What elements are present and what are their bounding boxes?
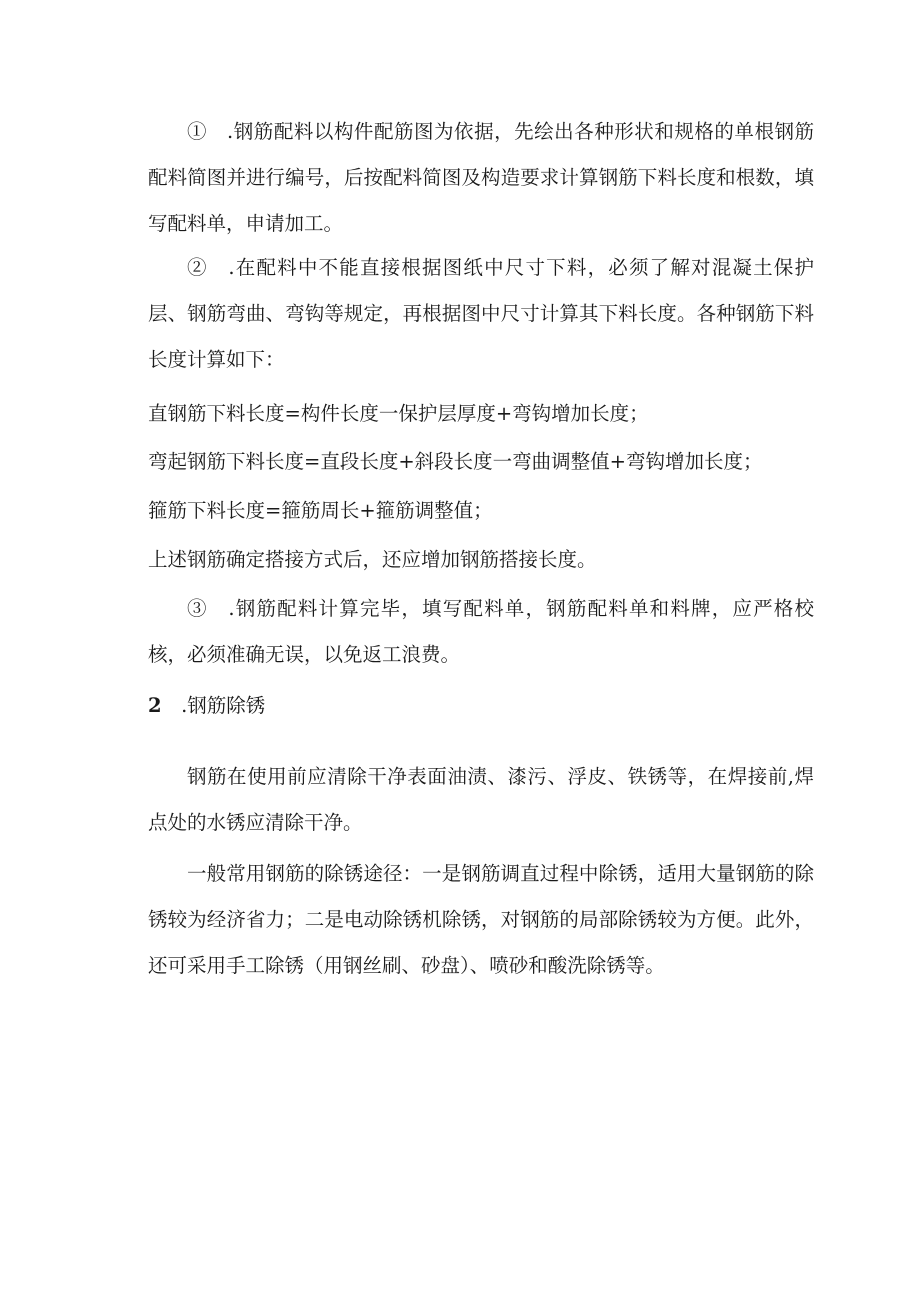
- paragraph-cleaning-before-use: 钢筋在使用前应清除干净表面油渍、漆污、浮皮、铁锈等，在焊接前,焊点处的水锈应清除干净。: [148, 765, 814, 834]
- formula-bent-bar: 弯起钢筋下料长度=直段长度+斜段长度一弯曲调整值+弯钩增加长度；: [148, 450, 763, 473]
- formula-straight-bar: 直钢筋下料长度=构件长度一保护层厚度+弯钩增加长度；: [148, 402, 649, 425]
- formula-stirrup: 箍筋下料长度=箍筋周长+箍筋调整值；: [148, 499, 493, 522]
- paragraph-rust-removal-methods: 一般常用钢筋的除锈途径：一是钢筋调直过程中除锈，适用大量钢筋的除锈较为经济省力；二是电动除锈机除锈，对钢筋的局部除锈较为方便。此外，还可采用手工除锈（用钢丝刷、砂盘）、喷砂和酸洗除锈等。: [148, 862, 814, 977]
- paragraph-cutting-length-rules: ② .在配料中不能直接根据图纸中尺寸下料，必须了解对混凝土保护层、钢筋弯曲、弯钩等规定，再根据图中尺寸计算其下料长度。各种钢筋下料长度计算如下：: [148, 256, 814, 371]
- section-heading-rust-removal: [148, 683, 838, 729]
- section-number: 2: [148, 694, 162, 717]
- paragraph-batching-check: ③ .钢筋配料计算完毕，填写配料单，钢筋配料单和料牌，应严格校核，必须准确无误，以免返工浪费。: [148, 597, 814, 666]
- paragraph-lap-length: 上述钢筋确定搭接方式后，还应增加钢筋搭接长度。: [148, 548, 597, 571]
- section-title: .钢筋除锈: [161, 694, 266, 717]
- paragraph-batching-basis: ① .钢筋配料以构件配筋图为依据，先绘出各种形状和规格的单根钢筋配料简图并进行编号，后按配料简图及构造要求计算钢筋下料长度和根数，填写配料单，申请加工。: [148, 120, 814, 235]
